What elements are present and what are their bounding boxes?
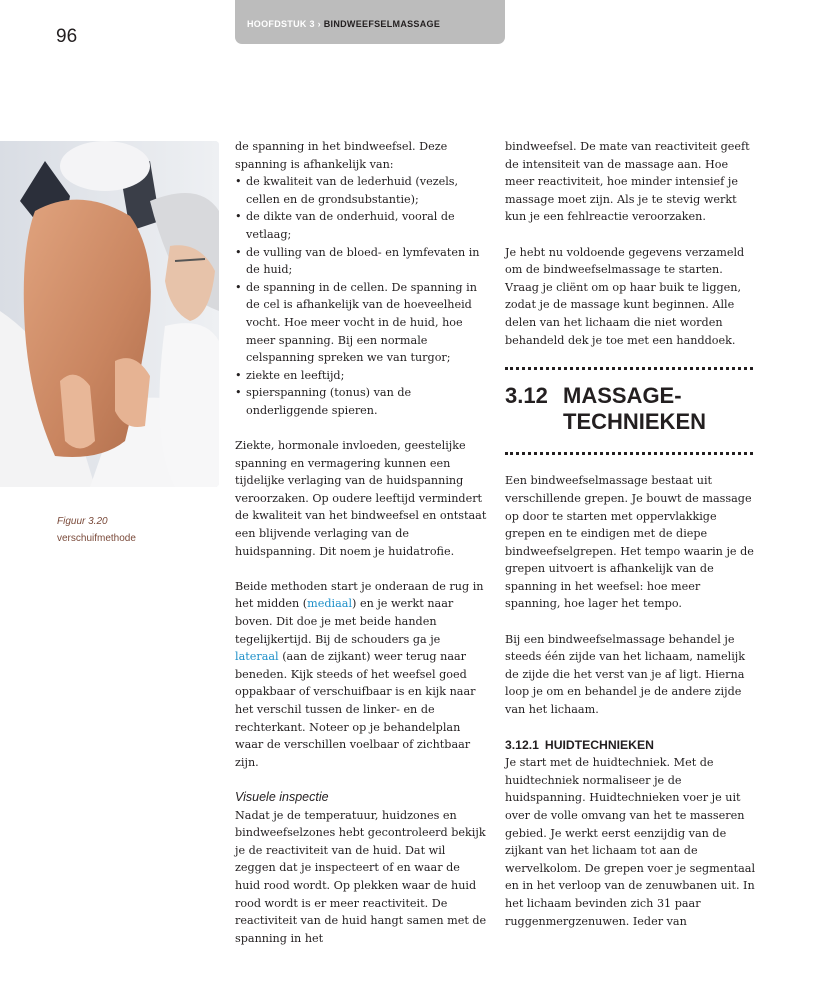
list-item: • de kwaliteit van de lederhuid (vezels, cellen en de grondsubstantie); bbox=[235, 173, 487, 208]
paragraph: de spanning in het bindweefsel. Deze spanning is afhankelijk van: bbox=[235, 140, 448, 171]
term-link-mediaal[interactable]: mediaal bbox=[307, 597, 353, 611]
section-number: 3.12 bbox=[505, 382, 548, 408]
subsection-heading: 3.12.1 HUIDTECHNIEKEN bbox=[505, 738, 654, 753]
text-column-left bbox=[235, 138, 487, 947]
text-column-right bbox=[505, 138, 757, 930]
paragraph: Een bindweefselmassage bestaat uit verschillende grepen. Je bouwt de massage op door te starten met oppervlakkige grepen en te eindigen met de diepe bindweefselgrepen. Het tempo waarin je de grepen uitvoert is afhankelijk van de spanning in het weefsel: hoe meer spanning, hoe lager het tempo. bbox=[505, 474, 754, 611]
paragraph: Je hebt nu voldoende gegevens verzameld om de bindweefselmassage te starten. Vraag je cliënt om op haar buik te liggen, zodat je de massage kunt beginnen. Alle delen van het lichaam die niet worden behandeld dek je toe met een handdoek. bbox=[505, 245, 745, 347]
divider-top bbox=[505, 367, 753, 370]
subheading: Visuele inspectie bbox=[235, 789, 329, 804]
section-title: MASSAGE- TECHNIEKEN bbox=[563, 382, 707, 434]
paragraph: bindweefsel. De mate van reactiviteit geeft de intensiteit van de massage aan. Hoe meer reactiviteit, hoe minder intensief je massage moet zijn. Als je te stevig werkt kun je een fehlreactie veroorzaken. bbox=[505, 140, 750, 224]
section-heading bbox=[505, 383, 757, 435]
figure-caption bbox=[57, 513, 136, 547]
figure-caption-text: verschuifmethode bbox=[57, 533, 136, 544]
paragraph: Ziekte, hormonale invloeden, geestelijke spanning en vermagering kunnen een tijdelijke verlaging van de huidspanning veroorzaken. Op oudere leeftijd vermindert de kwaliteit van het bindweefsel en ontstaat een blijvende verlaging van de huidspanning. Dit noem je huidatrofie. bbox=[235, 439, 487, 558]
paragraph: Beide methoden start je onderaan de rug in het midden (mediaal) en je werkt naar boven. Dit doe je met beide handen tegelijkertijd. Bij de schouders ga je lateraal (aan de zijkant) weer terug naar beneden. Kijk steeds of het weefsel goed oppakbaar of verschuifbaar is en kijk naar het verschil tussen de linker- en de rechterkant. Noteer op je behandelplan waar de verschillen voelbaar of zichtbaar zijn. bbox=[235, 579, 484, 769]
spanning-factors-list bbox=[235, 173, 487, 419]
list-item: • ziekte en leeftijd; bbox=[235, 367, 487, 385]
list-item: • de vulling van de bloed- en lymfevaten in de huid; bbox=[235, 244, 487, 279]
figure-number: Figuur 3.20 bbox=[57, 516, 108, 527]
list-item: • de spanning in de cellen. De spanning in de cel is afhankelijk van de hoeveelheid vocht. Hoe meer vocht in de huid, hoe meer spanning. Bij een normale celspanning spreken we van turgor; bbox=[235, 279, 487, 367]
page-number: 96 bbox=[56, 26, 78, 47]
massage-photo bbox=[0, 141, 219, 487]
chapter-header-tab bbox=[235, 0, 505, 44]
paragraph: Nadat je de temperatuur, huidzones en bindweefselzones hebt gecontroleerd bekijk je de reactiviteit van de huid. Dat wil zeggen dat je inspecteert of en waar de huid rood wordt. Op plekken waar de huid rood wordt is er meer reactiviteit. De reactiviteit van de huid hangt samen met de spanning in het bbox=[235, 808, 487, 945]
chapter-label: HOOFDSTUK 3 bbox=[247, 19, 315, 29]
chapter-separator: › bbox=[317, 19, 324, 29]
chapter-title: BINDWEEFSELMASSAGE bbox=[323, 19, 441, 29]
list-item: • spierspanning (tonus) van de onderliggende spieren. bbox=[235, 384, 487, 419]
term-link-lateraal[interactable]: lateraal bbox=[235, 650, 279, 664]
massage-photo-illustration bbox=[0, 141, 219, 487]
list-item: • de dikte van de onderhuid, vooral de vetlaag; bbox=[235, 208, 487, 243]
paragraph: Bij een bindweefselmassage behandel je steeds één zijde van het lichaam, namelijk de zijde die het verst van je af ligt. Hierna loop je om en behandel je de andere zijde van het lichaam. bbox=[505, 632, 746, 717]
paragraph: Je start met de huidtechniek. Met de huidtechniek normaliseer je de huidspanning. Huidtechnieken voer je uit over de volle omvang van het te masseren gebied. Je werkt eerst eenzijdig van de zijkant van het lichaam tot aan de wervelkolom. De grepen voer je segmentaal en in het verloop van de zenuwbanen uit. In het lichaam bevinden zich 31 paar ruggenmergzenuwen. Ieder van bbox=[505, 756, 756, 928]
